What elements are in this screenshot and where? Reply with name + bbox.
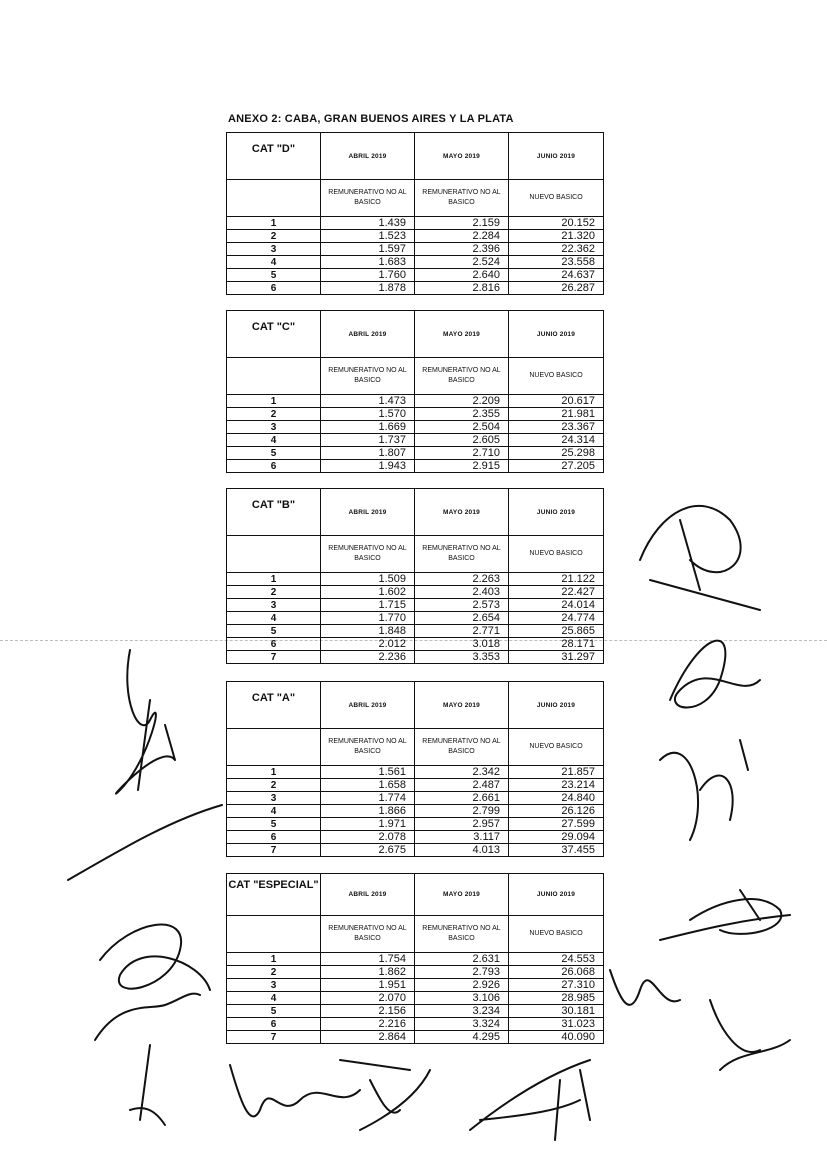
may-subheader: REMUNERATIVO NO AL BASICO — [415, 536, 509, 573]
june-value: 29.094 — [509, 831, 604, 844]
signature-left-1 — [68, 650, 222, 880]
april-value: 2.236 — [321, 651, 415, 664]
april-subheader: REMUNERATIVO NO AL BASICO — [321, 536, 415, 573]
june-value: 21.981 — [509, 408, 604, 421]
april-value: 1.774 — [321, 792, 415, 805]
level-cell: 1 — [227, 573, 321, 586]
june-value: 20.152 — [509, 217, 604, 230]
june-value: 25.865 — [509, 625, 604, 638]
level-cell: 2 — [227, 966, 321, 979]
category-label: CAT "C" — [227, 311, 321, 358]
level-cell: 5 — [227, 818, 321, 831]
june-subheader: NUEVO BASICO — [509, 916, 604, 953]
may-value: 2.263 — [415, 573, 509, 586]
april-header: ABRIL 2019 — [321, 133, 415, 180]
level-cell: 4 — [227, 992, 321, 1005]
june-subheader: NUEVO BASICO — [509, 180, 604, 217]
level-cell: 4 — [227, 256, 321, 269]
june-header: JUNIO 2019 — [509, 682, 604, 729]
may-value: 2.487 — [415, 779, 509, 792]
may-value: 2.710 — [415, 447, 509, 460]
may-value: 2.654 — [415, 612, 509, 625]
signature-right-3 — [610, 890, 790, 1070]
april-value: 1.951 — [321, 979, 415, 992]
june-value: 40.090 — [509, 1031, 604, 1044]
april-value: 1.683 — [321, 256, 415, 269]
level-cell: 2 — [227, 408, 321, 421]
june-value: 20.617 — [509, 395, 604, 408]
june-value: 27.310 — [509, 979, 604, 992]
level-cell: 6 — [227, 460, 321, 473]
may-value: 2.355 — [415, 408, 509, 421]
may-value: 2.573 — [415, 599, 509, 612]
april-value: 1.878 — [321, 282, 415, 295]
april-value: 2.864 — [321, 1031, 415, 1044]
category-label: CAT "A" — [227, 682, 321, 729]
april-value: 1.807 — [321, 447, 415, 460]
june-value: 22.427 — [509, 586, 604, 599]
april-subheader: REMUNERATIVO NO AL BASICO — [321, 180, 415, 217]
june-value: 24.014 — [509, 599, 604, 612]
may-value: 2.799 — [415, 805, 509, 818]
may-value: 2.504 — [415, 421, 509, 434]
june-subheader: NUEVO BASICO — [509, 536, 604, 573]
april-header: ABRIL 2019 — [321, 682, 415, 729]
may-value: 2.926 — [415, 979, 509, 992]
may-value: 2.524 — [415, 256, 509, 269]
june-subheader: NUEVO BASICO — [509, 729, 604, 766]
april-value: 2.012 — [321, 638, 415, 651]
june-value: 27.205 — [509, 460, 604, 473]
may-value: 2.284 — [415, 230, 509, 243]
april-value: 2.078 — [321, 831, 415, 844]
june-value: 24.553 — [509, 953, 604, 966]
june-value: 27.599 — [509, 818, 604, 831]
june-header: JUNIO 2019 — [509, 874, 604, 916]
may-header: MAYO 2019 — [415, 874, 509, 916]
june-value: 23.367 — [509, 421, 604, 434]
april-value: 1.715 — [321, 599, 415, 612]
level-cell: 2 — [227, 586, 321, 599]
june-header: JUNIO 2019 — [509, 311, 604, 358]
may-value: 4.295 — [415, 1031, 509, 1044]
level-cell: 1 — [227, 953, 321, 966]
april-value: 1.561 — [321, 766, 415, 779]
june-subheader: NUEVO BASICO — [509, 358, 604, 395]
april-header: ABRIL 2019 — [321, 874, 415, 916]
may-value: 2.342 — [415, 766, 509, 779]
april-subheader: REMUNERATIVO NO AL BASICO — [321, 916, 415, 953]
level-cell: 6 — [227, 1018, 321, 1031]
may-value: 2.403 — [415, 586, 509, 599]
may-header: MAYO 2019 — [415, 133, 509, 180]
level-cell: 3 — [227, 243, 321, 256]
page-title: ANEXO 2: CABA, GRAN BUENOS AIRES Y LA PLATA — [228, 113, 514, 125]
may-value: 3.117 — [415, 831, 509, 844]
may-value: 2.915 — [415, 460, 509, 473]
april-value: 1.439 — [321, 217, 415, 230]
category-label: CAT "D" — [227, 133, 321, 180]
april-value: 1.669 — [321, 421, 415, 434]
june-value: 24.637 — [509, 269, 604, 282]
june-value: 21.320 — [509, 230, 604, 243]
level-cell: 5 — [227, 625, 321, 638]
april-value: 1.570 — [321, 408, 415, 421]
april-value: 1.473 — [321, 395, 415, 408]
april-header: ABRIL 2019 — [321, 311, 415, 358]
level-cell: 1 — [227, 766, 321, 779]
june-value: 26.287 — [509, 282, 604, 295]
april-value: 1.658 — [321, 779, 415, 792]
level-cell: 3 — [227, 792, 321, 805]
june-value: 21.122 — [509, 573, 604, 586]
june-header: JUNIO 2019 — [509, 489, 604, 536]
level-cell: 4 — [227, 434, 321, 447]
level-cell: 7 — [227, 651, 321, 664]
june-value: 26.068 — [509, 966, 604, 979]
may-value: 2.396 — [415, 243, 509, 256]
june-value: 26.126 — [509, 805, 604, 818]
may-value: 2.605 — [415, 434, 509, 447]
may-value: 3.324 — [415, 1018, 509, 1031]
may-value: 3.106 — [415, 992, 509, 1005]
may-value: 3.018 — [415, 638, 509, 651]
level-cell: 5 — [227, 447, 321, 460]
april-value: 1.509 — [321, 573, 415, 586]
june-value: 28.985 — [509, 992, 604, 1005]
june-value: 24.774 — [509, 612, 604, 625]
may-value: 2.957 — [415, 818, 509, 831]
april-value: 1.866 — [321, 805, 415, 818]
level-cell: 3 — [227, 979, 321, 992]
signature-left-2 — [95, 925, 210, 1040]
level-cell: 1 — [227, 395, 321, 408]
level-cell: 7 — [227, 844, 321, 857]
june-value: 24.840 — [509, 792, 604, 805]
level-cell: 2 — [227, 779, 321, 792]
june-header: JUNIO 2019 — [509, 133, 604, 180]
june-value: 28.171 — [509, 638, 604, 651]
may-value: 2.771 — [415, 625, 509, 638]
june-value: 21.857 — [509, 766, 604, 779]
may-header: MAYO 2019 — [415, 682, 509, 729]
signature-right-1 — [640, 506, 760, 610]
june-value: 23.214 — [509, 779, 604, 792]
april-value: 1.523 — [321, 230, 415, 243]
may-value: 2.661 — [415, 792, 509, 805]
april-value: 1.971 — [321, 818, 415, 831]
may-header: MAYO 2019 — [415, 489, 509, 536]
may-subheader: REMUNERATIVO NO AL BASICO — [415, 180, 509, 217]
may-value: 3.353 — [415, 651, 509, 664]
level-cell: 1 — [227, 217, 321, 230]
june-value: 24.314 — [509, 434, 604, 447]
may-value: 2.816 — [415, 282, 509, 295]
level-cell: 5 — [227, 1005, 321, 1018]
april-value: 1.754 — [321, 953, 415, 966]
may-value: 3.234 — [415, 1005, 509, 1018]
april-value: 1.602 — [321, 586, 415, 599]
signature-bottom-row — [130, 1045, 590, 1140]
level-cell: 4 — [227, 612, 321, 625]
may-value: 2.640 — [415, 269, 509, 282]
june-value: 30.181 — [509, 1005, 604, 1018]
level-cell: 5 — [227, 269, 321, 282]
may-value: 2.159 — [415, 217, 509, 230]
may-subheader: REMUNERATIVO NO AL BASICO — [415, 729, 509, 766]
level-cell: 6 — [227, 831, 321, 844]
april-value: 2.156 — [321, 1005, 415, 1018]
june-value: 25.298 — [509, 447, 604, 460]
april-value: 1.597 — [321, 243, 415, 256]
june-value: 37.455 — [509, 844, 604, 857]
april-value: 2.675 — [321, 844, 415, 857]
level-cell: 6 — [227, 282, 321, 295]
level-cell: 6 — [227, 638, 321, 651]
april-value: 2.070 — [321, 992, 415, 1005]
april-subheader: REMUNERATIVO NO AL BASICO — [321, 729, 415, 766]
level-cell: 7 — [227, 1031, 321, 1044]
april-value: 1.848 — [321, 625, 415, 638]
april-subheader: REMUNERATIVO NO AL BASICO — [321, 358, 415, 395]
april-value: 1.862 — [321, 966, 415, 979]
may-header: MAYO 2019 — [415, 311, 509, 358]
april-value: 2.216 — [321, 1018, 415, 1031]
april-value: 1.760 — [321, 269, 415, 282]
may-subheader: REMUNERATIVO NO AL BASICO — [415, 358, 509, 395]
level-cell: 4 — [227, 805, 321, 818]
level-cell: 2 — [227, 230, 321, 243]
level-cell: 3 — [227, 421, 321, 434]
may-value: 4.013 — [415, 844, 509, 857]
category-label: CAT "ESPECIAL" — [227, 874, 321, 916]
june-value: 31.023 — [509, 1018, 604, 1031]
signature-right-2 — [660, 641, 760, 840]
may-subheader: REMUNERATIVO NO AL BASICO — [415, 916, 509, 953]
june-value: 22.362 — [509, 243, 604, 256]
june-value: 23.558 — [509, 256, 604, 269]
may-value: 2.631 — [415, 953, 509, 966]
category-label: CAT "B" — [227, 489, 321, 536]
april-value: 1.770 — [321, 612, 415, 625]
may-value: 2.793 — [415, 966, 509, 979]
level-cell: 3 — [227, 599, 321, 612]
april-value: 1.737 — [321, 434, 415, 447]
may-value: 2.209 — [415, 395, 509, 408]
april-header: ABRIL 2019 — [321, 489, 415, 536]
april-value: 1.943 — [321, 460, 415, 473]
june-value: 31.297 — [509, 651, 604, 664]
